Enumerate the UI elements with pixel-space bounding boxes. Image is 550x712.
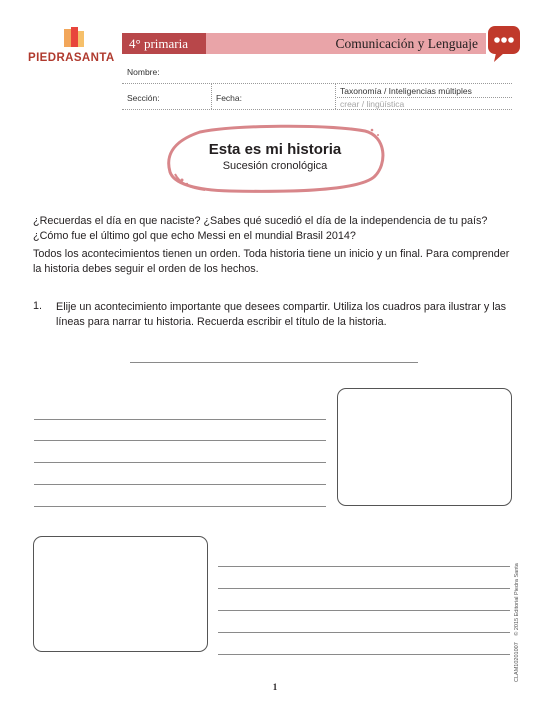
writing-line[interactable] bbox=[34, 462, 326, 463]
writing-line[interactable] bbox=[218, 588, 510, 589]
product-code: CLAM10201007 bbox=[514, 642, 520, 682]
writing-line[interactable] bbox=[34, 484, 326, 485]
writing-line[interactable] bbox=[218, 566, 510, 567]
writing-line[interactable] bbox=[218, 654, 510, 655]
activity-instructions: Elije un acontecimiento importante que desees compartir. Utiliza los cuadros para ilustrar y las líneas para narrar tu historia. Recuerda escribir el título de la historia. bbox=[56, 301, 507, 328]
writing-line[interactable] bbox=[34, 419, 326, 420]
form-divider bbox=[335, 84, 336, 109]
name-field-line[interactable] bbox=[122, 83, 512, 84]
publisher-logo-icon bbox=[63, 27, 85, 51]
form-bottom-line bbox=[122, 109, 512, 110]
page-subtitle: Sucesión cronológica bbox=[222, 160, 328, 172]
grade-label: 4° primaria bbox=[122, 33, 206, 54]
name-label: Nombre: bbox=[127, 67, 160, 77]
speech-bubble-icon bbox=[487, 25, 521, 63]
story-title-line[interactable] bbox=[130, 362, 418, 363]
page-title: Esta es mi historia bbox=[208, 141, 342, 158]
taxonomy-divider bbox=[337, 97, 512, 98]
page-number: 1 bbox=[272, 682, 278, 692]
publisher-name: PIEDRASANTA bbox=[28, 52, 115, 64]
subject-label: Comunicación y Lenguaje bbox=[335, 36, 478, 51]
footer-credit bbox=[514, 558, 520, 682]
taxonomy-value: crear / lingüística bbox=[340, 99, 405, 109]
intro-paragraph-2: Todos los acontecimientos tienen un orden. Toda historia tiene un inicio y un final. Para comprender la historia debes seguir el orden de los hechos. bbox=[33, 248, 510, 275]
illustration-box[interactable] bbox=[337, 388, 512, 506]
writing-line[interactable] bbox=[34, 440, 326, 441]
intro-paragraph-1: ¿Recuerdas el día en que naciste? ¿Sabes qué sucedió el día de la independencia de tu país? ¿Cómo fue el último gol que echo Messi en el mundial Brasil 2014? bbox=[33, 215, 488, 242]
form-divider bbox=[211, 84, 212, 109]
writing-line[interactable] bbox=[34, 506, 326, 507]
illustration-box[interactable] bbox=[33, 536, 208, 652]
writing-line[interactable] bbox=[218, 632, 510, 633]
copyright-notice: © 2015 Editorial Piedra Santa bbox=[514, 563, 520, 636]
section-label: Sección: bbox=[127, 93, 160, 103]
activity-number: 1. bbox=[33, 300, 43, 312]
date-label: Fecha: bbox=[216, 93, 242, 103]
taxonomy-label: Taxonomía / Inteligencias múltiples bbox=[340, 86, 472, 96]
writing-line[interactable] bbox=[218, 610, 510, 611]
